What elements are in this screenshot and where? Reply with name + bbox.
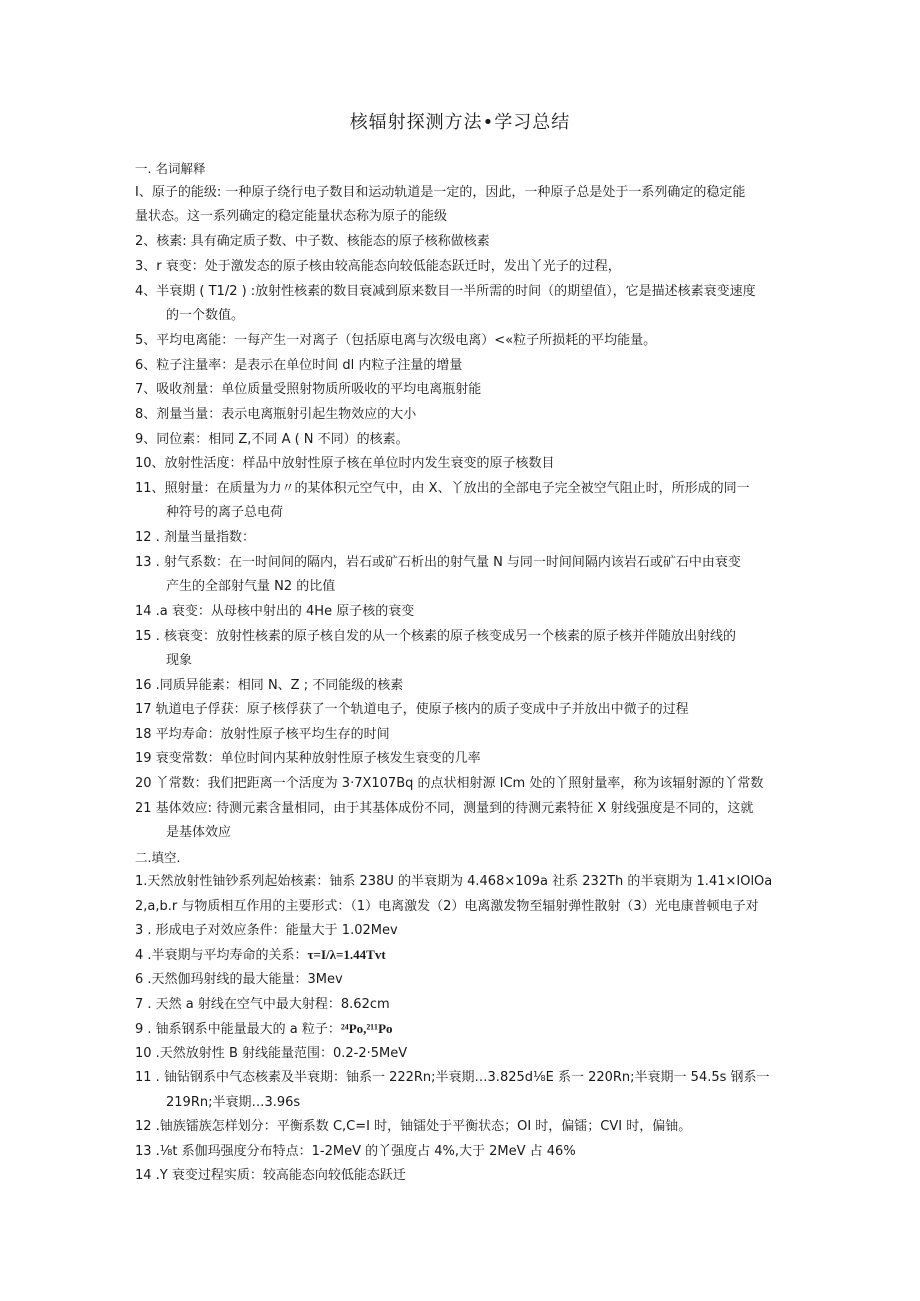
- section-heading: 一. 名词解释: [135, 161, 206, 176]
- text-line: 9、同位素：相同 Z,不同 A ( N 不同）的核素。: [135, 432, 409, 447]
- text-line: 是基体效应: [166, 825, 232, 840]
- text-line: 12 .铀族镭族怎样划分：平衡系数 C,C=I 时，铀镭处于平衡状态；OI 时，偏镭；CVI 时，偏铀。: [135, 1119, 692, 1134]
- page-title: 核辐射探测方法•学习总结: [349, 112, 571, 133]
- text-line: 的一个数值。: [166, 308, 245, 323]
- text-line: I、原子的能级: 一种原子绕行电子数目和运动轨道是一定的，因此，一种原子总是处于一系列确定的稳定能: [135, 185, 746, 200]
- text-line: 21 基体效应: 待测元素含量相同，由于其基体成份不同，测量到的待测元素特征 X 射线强度是不同的，这就: [135, 801, 754, 816]
- text-line: 2,a,b.r 与物质相互作用的主要形式：（1）电离激发（2）电离激发物至辐射弹性散射（3）光电康普顿电子对: [135, 899, 759, 914]
- text-line: 16 .同质异能素：相同 N、Z ; 不同能级的核素: [135, 678, 404, 693]
- text-line: 13 . 射气系数：在一时间间的隔内，岩石或矿石析出的射气量 N 与同一时间间隔内该岩石或矿石中由衰变: [135, 555, 741, 570]
- text-line: 7 . 天然 a 射线在空气中最大射程：8.62cm: [135, 997, 390, 1012]
- text-line: 现象: [166, 653, 193, 668]
- text-line: 14 .Y 衰变过程实质：较高能态向较低能态跃迁: [135, 1168, 406, 1183]
- text-line: 1.天然放射性铀钞系列起始核素：铀系 238U 的半衰期为 4.468×109a 社系 232Th 的半衰期为 1.41×IOlOa: [135, 874, 773, 889]
- text-line: 量状态。这一系列确定的稳定能量状态称为原子的能级: [135, 209, 448, 224]
- formula: ²⁴Po,²¹¹Po: [340, 1021, 393, 1036]
- text-line: 10 .天然放射性 B 射线能量范围：0.2-2·5MeV: [135, 1046, 408, 1061]
- text-line: 3 . 形成电子对效应条件：能量大于 1.02Mev: [135, 923, 398, 938]
- formula: τ=I/λ=1.44Tvt: [307, 947, 386, 962]
- text-line: 种符号的离子总电荷: [166, 505, 284, 520]
- text-line: 15 . 核衰变：放射性核素的原子核自发的从一个核素的原子核变成另一个核素的原子核并伴随放出射线的: [135, 629, 736, 644]
- text-line: 17 轨道电子俘获：原子核俘获了一个轨道电子，使原子核内的质子变成中子并放出中微子的过程: [135, 702, 689, 717]
- text-line: 18 平均寿命：放射性原子核平均生存的时间: [135, 727, 390, 742]
- text-line: 3、r 衰变：处于激发态的原子核由较高能态向较低能态跃迁时，发出丫光子的过程，: [135, 259, 621, 274]
- text-line: 10、放射性活度：样品中放射性原子核在单位时内发生衰变的原子核数目: [135, 456, 555, 471]
- section-heading: 二.填空.: [135, 850, 181, 865]
- text-line: 12 . 剂量当量指数：: [135, 530, 255, 545]
- text-line: 11 . 铀钻钢系中气态核素及半衰期：铀系一 222Rn;半衰期…3.825d⅛E 系一 220Rn;半衰期一 54.5s 钢系一: [135, 1070, 770, 1085]
- text-line: 2、核素: 具有确定质子数、中子数、核能态的原子核称做核素: [135, 234, 490, 249]
- text-segment: 9 . 铀系钢系中能量最大的 a 粒子：: [135, 1022, 341, 1037]
- text-line: 219Rn;半衰期…3.96s: [166, 1095, 301, 1110]
- text-line: 13 .⅛t 系伽玛强度分布特点：1-2MeV 的丫强度占 4%,大于 2MeV 占 46%: [135, 1144, 576, 1159]
- text-line: [135, 1020, 393, 1039]
- text-line: 14 .a 衰变：从母核中射出的 4He 原子核的衰变: [135, 604, 415, 619]
- text-line: [135, 946, 386, 965]
- text-segment: 4 .半衰期与平均寿命的关系：: [135, 948, 308, 963]
- text-line: 8、剂量当量：表示电离瓶射引起生物效应的大小: [135, 407, 417, 422]
- text-line: 5、平均电离能：一每产生一对离子（包括原电离与次级电离）<«粒子所损耗的平均能量。: [135, 333, 657, 348]
- text-line: 20 丫常数：我们把距离一个活度为 3·7X107Bq 的点状相射源 ICm 处的丫照射量率，称为该辐射源的丫常数: [135, 776, 764, 791]
- text-line: 6、粒子注量率：是表示在单位时间 dl 内粒子注量的增量: [135, 358, 463, 373]
- text-line: 产生的全部射气量 N2 的比值: [166, 579, 336, 594]
- text-line: 11、照射量：在质量为力〃的某体积元空气中，由 X、丫放出的全部电子完全被空气阻止时，所形成的同一: [135, 481, 750, 496]
- text-line: 7、吸收剂量：单位质量受照射物质所吸收的平均电离瓶射能: [135, 382, 482, 397]
- text-line: 6 .天然伽玛射线的最大能量：3Mev: [135, 972, 343, 987]
- text-line: 19 衰变常数：单位时间内某种放射性原子核发生衰变的几率: [135, 751, 481, 766]
- text-line: 4、半衰期 ( T1/2 ) :放射性核素的数目衰减到原来数目一半所需的时间（的期望值），它是描述核素衰变速度: [135, 284, 756, 299]
